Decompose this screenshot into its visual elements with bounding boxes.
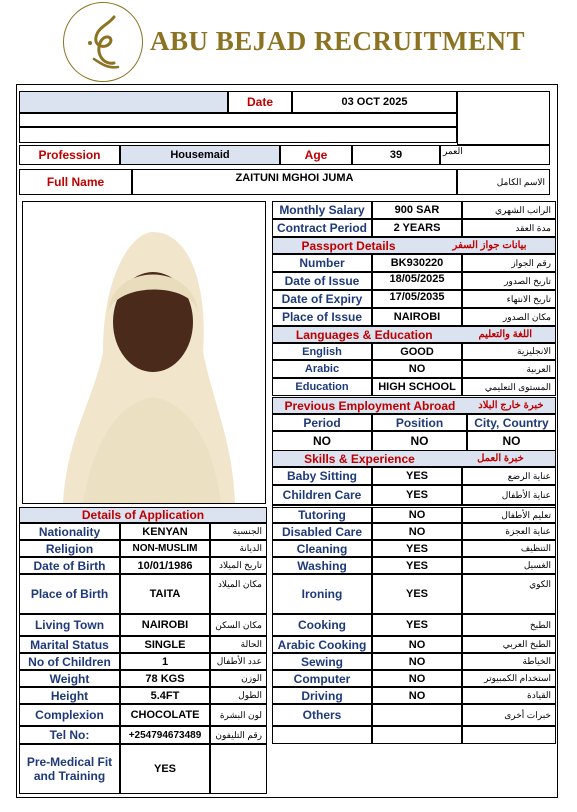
skill-ironing-label: Ironing xyxy=(272,574,372,614)
skill-arabic-cooking-label: Arabic Cooking xyxy=(272,636,372,653)
complexion-arabic: لون البشرة xyxy=(210,704,267,726)
living-town-value: NAIROBI xyxy=(120,614,210,636)
skill-cleaning-value: YES xyxy=(372,540,462,557)
premed-arabic-blank xyxy=(210,744,267,794)
expiry-date-value: 17/05/2035 xyxy=(372,290,462,308)
skill-cleaning-arabic: التنظيف xyxy=(462,540,556,557)
children-value: 1 xyxy=(120,653,210,670)
skill-baby-sitting-arabic: عناية الرضع xyxy=(462,467,556,485)
skill-tutoring-value: NO xyxy=(372,507,462,523)
complexion-label: Complexion xyxy=(19,704,120,726)
height-arabic: الطول xyxy=(210,687,267,704)
emp-value-city: NO xyxy=(467,431,556,451)
right-blank-row-2 xyxy=(372,726,462,744)
skill-tutoring-label: Tutoring xyxy=(272,507,372,523)
skill-washing-arabic: الغسيل xyxy=(462,557,556,574)
languages-title-en: Languages & Education xyxy=(295,327,433,342)
skill-baby-sitting-label: Baby Sitting xyxy=(272,467,372,485)
religion-value: NON-MUSLIM xyxy=(120,540,210,557)
salary-value: 900 SAR xyxy=(372,201,462,219)
skill-baby-sitting-value: YES xyxy=(372,467,462,485)
nationality-arabic: الجنسية xyxy=(210,523,267,540)
skill-others-value xyxy=(372,704,462,726)
fullname-label: Full Name xyxy=(19,169,132,195)
employment-title xyxy=(272,397,556,414)
profession-value: Housemaid xyxy=(120,145,280,165)
skill-arabic-cooking-arabic: الطبخ العربي xyxy=(462,636,556,653)
dob-arabic: تاريخ الميلاد xyxy=(210,557,267,574)
skill-sewing-value: NO xyxy=(372,653,462,670)
nationality-value: KENYAN xyxy=(120,523,210,540)
premed-value: YES xyxy=(120,744,210,794)
english-arabic: الانجليزية xyxy=(462,343,556,360)
place-of-issue-value: NAIROBI xyxy=(372,308,462,326)
passport-title-en: Passport Details xyxy=(301,238,396,253)
salary-arabic: الراتب الشهري xyxy=(462,201,556,219)
skills-title-ar: خبرة العمل xyxy=(477,453,524,464)
employment-title-ar: خبرة خارج البلاد xyxy=(478,400,544,411)
contract-arabic: مدة العقد xyxy=(462,219,556,237)
date-value: 03 OCT 2025 xyxy=(292,91,457,113)
languages-title-ar: اللغة والتعليم xyxy=(478,329,533,340)
skill-ironing-arabic: الكوي xyxy=(462,574,556,614)
company-name: ABU BEJAD RECRUITMENT xyxy=(150,26,526,56)
skill-children-care-label: Children Care xyxy=(272,485,372,505)
children-label: No of Children xyxy=(19,653,120,670)
emp-header-position: Position xyxy=(372,414,467,431)
skill-sewing-label: Sewing xyxy=(272,653,372,670)
right-blank-row-3 xyxy=(462,726,556,744)
issue-date-value: 18/05/2025 xyxy=(372,272,462,290)
pob-label: Place of Birth xyxy=(19,574,120,614)
calligraphy-logo-icon xyxy=(64,3,144,83)
pob-value: TAITA xyxy=(120,574,210,614)
emp-header-period: Period xyxy=(272,414,372,431)
skill-disabled-care-label: Disabled Care xyxy=(272,523,372,540)
skill-computer-value: NO xyxy=(372,670,462,687)
skill-arabic-cooking-value: NO xyxy=(372,636,462,653)
skill-others-label: Others xyxy=(272,704,372,726)
living-town-arabic: مكان السكن xyxy=(210,614,267,636)
contract-label: Contract Period xyxy=(272,219,372,237)
blank-row-1 xyxy=(19,113,457,127)
languages-title xyxy=(272,326,556,343)
education-label: Education xyxy=(272,378,372,396)
skill-driving-label: Driving xyxy=(272,687,372,704)
skill-computer-arabic: استخدام الكمبيوتر xyxy=(462,670,556,687)
skill-cooking-arabic: الطبخ xyxy=(462,614,556,636)
marital-arabic: الحالة xyxy=(210,636,267,653)
date-extra-box xyxy=(457,91,550,145)
issue-date-arabic: تاريخ الصدور xyxy=(462,272,556,290)
salary-label: Monthly Salary xyxy=(272,201,372,219)
skill-sewing-arabic: الخياطة xyxy=(462,653,556,670)
expiry-date-arabic: تاريخ الانتهاء xyxy=(462,290,556,308)
skill-washing-label: Washing xyxy=(272,557,372,574)
age-label: Age xyxy=(280,145,352,165)
pob-arabic: مكان الميلاد xyxy=(210,574,267,614)
place-of-issue-label: Place of Issue xyxy=(272,308,372,326)
dob-value: 10/01/1986 xyxy=(120,557,210,574)
children-arabic: عدد الأطفال xyxy=(210,653,267,670)
weight-value: 78 KGS xyxy=(120,670,210,687)
premed-label: Pre-Medical Fit and Training xyxy=(19,744,120,794)
employment-title-en: Previous Employment Abroad xyxy=(284,398,456,413)
passport-number-value: BK930220 xyxy=(372,254,462,272)
skills-title-en: Skills & Experience xyxy=(304,451,415,466)
height-value: 5.4FT xyxy=(120,687,210,704)
fullname-arabic: الاسم الكامل xyxy=(457,169,550,195)
emp-header-city: City, Country xyxy=(467,414,556,431)
skill-cooking-value: YES xyxy=(372,614,462,636)
contract-value: 2 YEARS xyxy=(372,219,462,237)
issue-date-label: Date of Issue xyxy=(272,272,372,290)
tel-arabic: رقم التليفون xyxy=(210,726,267,744)
skill-disabled-care-value: NO xyxy=(372,523,462,540)
company-logo xyxy=(63,2,143,82)
fullname-value: ZAITUNI MGHOI JUMA xyxy=(132,169,457,195)
place-of-issue-arabic: مكان الصدور xyxy=(462,308,556,326)
skill-disabled-care-arabic: عناية العجزة xyxy=(462,523,556,540)
passport-number-label: Number xyxy=(272,254,372,272)
complexion-value: CHOCOLATE xyxy=(120,704,210,726)
blank-row-2 xyxy=(19,127,457,143)
date-row-blank xyxy=(19,91,228,113)
skill-cooking-label: Cooking xyxy=(272,614,372,636)
skill-others-arabic: خبرات أخرى xyxy=(462,704,556,726)
expiry-date-label: Date of Expiry xyxy=(272,290,372,308)
skill-children-care-value: YES xyxy=(372,485,462,505)
marital-value: SINGLE xyxy=(120,636,210,653)
arabic-arabic: العربية xyxy=(462,360,556,378)
tel-label: Tel No: xyxy=(19,726,120,744)
living-town-label: Living Town xyxy=(19,614,120,636)
religion-label: Religion xyxy=(19,540,120,557)
candidate-photo xyxy=(22,201,266,504)
nationality-label: Nationality xyxy=(19,523,120,540)
education-value: HIGH SCHOOL xyxy=(372,378,462,396)
dob-label: Date of Birth xyxy=(19,557,120,574)
skill-washing-value: YES xyxy=(372,557,462,574)
arabic-label: Arabic xyxy=(272,360,372,378)
details-title: Details of Application xyxy=(19,507,267,523)
arabic-value: NO xyxy=(372,360,462,378)
marital-label: Marital Status xyxy=(19,636,120,653)
education-arabic: المستوى التعليمي xyxy=(462,378,556,396)
profession-label: Profession xyxy=(19,145,120,165)
right-blank-row-1 xyxy=(272,726,372,744)
skills-title xyxy=(272,450,556,467)
skill-ironing-value: YES xyxy=(372,574,462,614)
weight-label: Weight xyxy=(19,670,120,687)
skill-cleaning-label: Cleaning xyxy=(272,540,372,557)
skill-driving-value: NO xyxy=(372,687,462,704)
passport-title xyxy=(272,237,556,254)
english-value: GOOD xyxy=(372,343,462,360)
religion-arabic: الديانة xyxy=(210,540,267,557)
date-label: Date xyxy=(228,91,292,113)
portrait-photo-icon xyxy=(23,202,265,503)
skill-computer-label: Computer xyxy=(272,670,372,687)
weight-arabic: الوزن xyxy=(210,670,267,687)
english-label: English xyxy=(272,343,372,360)
passport-number-arabic: رقم الجواز xyxy=(462,254,556,272)
emp-value-period: NO xyxy=(272,431,372,451)
skill-children-care-arabic: عناية الأطفال xyxy=(462,485,556,505)
skill-driving-arabic: القيادة xyxy=(462,687,556,704)
age-value: 39 xyxy=(352,145,440,165)
height-label: Height xyxy=(19,687,120,704)
age-arabic: العمر xyxy=(440,145,550,165)
passport-title-ar: بيانات جواز السفر xyxy=(452,240,527,251)
skill-tutoring-arabic: تعليم الأطفال xyxy=(462,507,556,523)
tel-value: +254794673489 xyxy=(120,726,210,744)
emp-value-position: NO xyxy=(372,431,467,451)
